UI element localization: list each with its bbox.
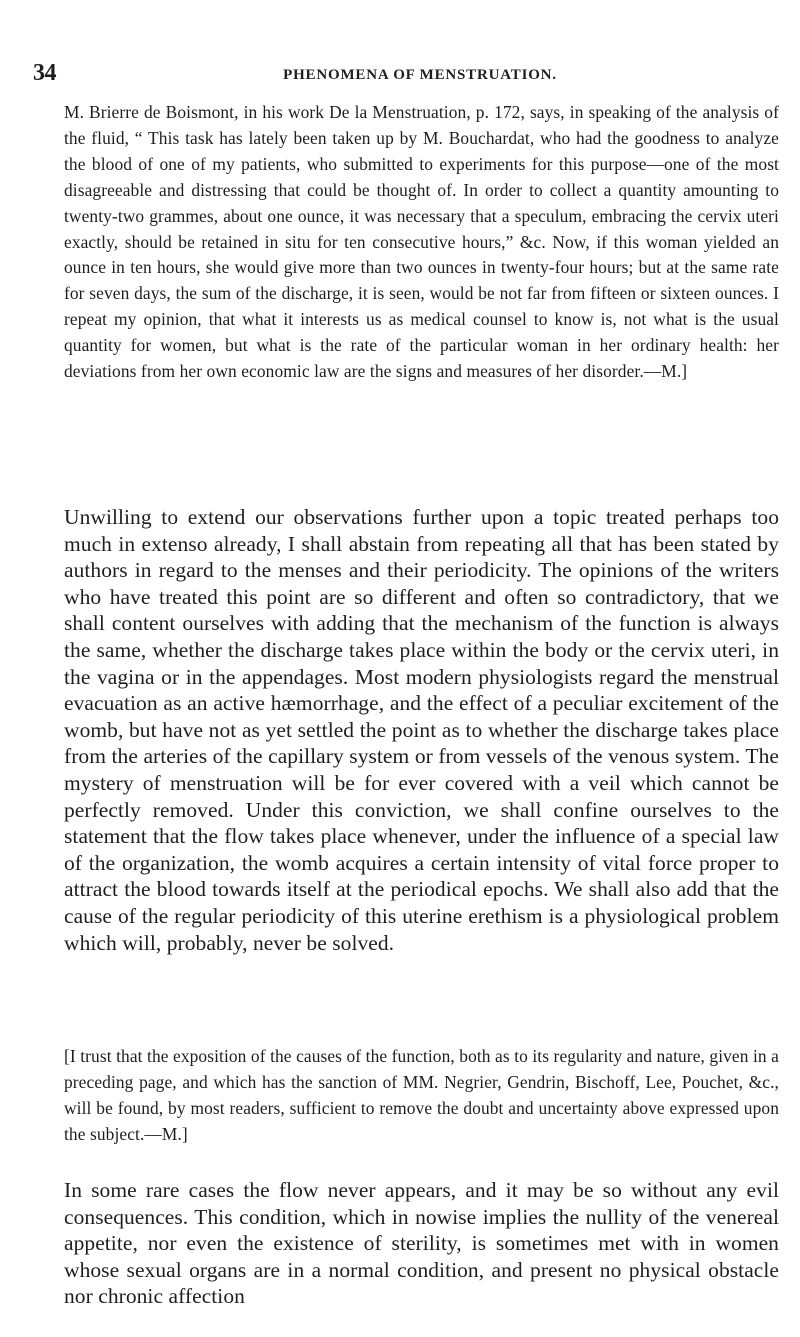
running-title: PHENOMENA OF MENSTRUATION.	[283, 67, 557, 83]
page-number: 34	[33, 60, 56, 86]
paragraph-editor-note: [I trust that the exposition of the causes of the function, both as to its regularity and nature, given in a preceding page, and which has the sanction of MM. Negrier, Gendrin, Bischoff, Lee, Pouchet, &c., will be found, by most readers, sufficient to remove the doubt and uncertainty above expressed upon the subject.—M.]	[64, 1046, 779, 1144]
paragraph-absent-flow: In some rare cases the flow never appears, and it may be so without any evil consequences. This condition, which in nowise implies the nullity of the venereal appetite, nor even the existence of sterility, is sometimes met with in women whose sexual organs are in a normal condition, and present no physical obstacle nor chronic affection	[64, 1178, 779, 1309]
paragraph-periodicity: Unwilling to extend our observations further upon a topic treated perhaps too much in extenso already, I shall abstain from repeating all that has been stated by authors in regard to the menses and their periodicity. The opinions of the writers who have treated this point are so different and often so contradictory, that we shall content ourselves with adding that the mechanism of the function is always the same, whether the discharge takes place within the body or the cervix uteri, in the vagina or in the appendages. Most modern physiologists regard the menstrual evacuation as an active hæmorrhage, and the effect of a peculiar excitement of the womb, but have not as yet settled the point as to whether the discharge takes place from the arteries of the capillary system or from vessels of the venous system. The mystery of menstruation will be for ever covered with a veil which cannot be perfectly removed. Under this conviction, we shall confine ourselves to the statement that the flow takes place whenever, under the influence of a special law of the organization, the womb acquires a certain intensity of vital force proper to attract the blood towards itself at the periodical epochs. We shall also add that the cause of the regular periodicity of this uterine erethism is a physiological problem which will, probably, never be solved.	[64, 505, 779, 955]
paragraph-quotation-note: M. Brierre de Boismont, in his work De la Menstruation, p. 172, says, in speaking of the analysis of the fluid, “ This task has lately been taken up by M. Bouchardat, who had the goodness to analyze the blood of one of my patients, who submitted to experiments for this purpose—one of the most disagreeable and distressing that could be thought of. In order to collect a quantity amounting to twenty-two grammes, about one ounce, it was necessary that a speculum, embracing the cervix uteri exactly, should be retained in situ for ten consecutive hours,” &c. Now, if this woman yielded an ounce in ten hours, she would give more than two ounces in twenty-four hours; but at the same rate for seven days, the sum of the discharge, it is seen, would be not far from fifteen or sixteen ounces. I repeat my opinion, that what it interests us as medical counsel to know is, not what is the usual quantity for women, but what is the rate of the particular woman in her ordinary health: her deviations from her own economic law are the signs and measures of her disorder.—M.]	[64, 102, 779, 382]
